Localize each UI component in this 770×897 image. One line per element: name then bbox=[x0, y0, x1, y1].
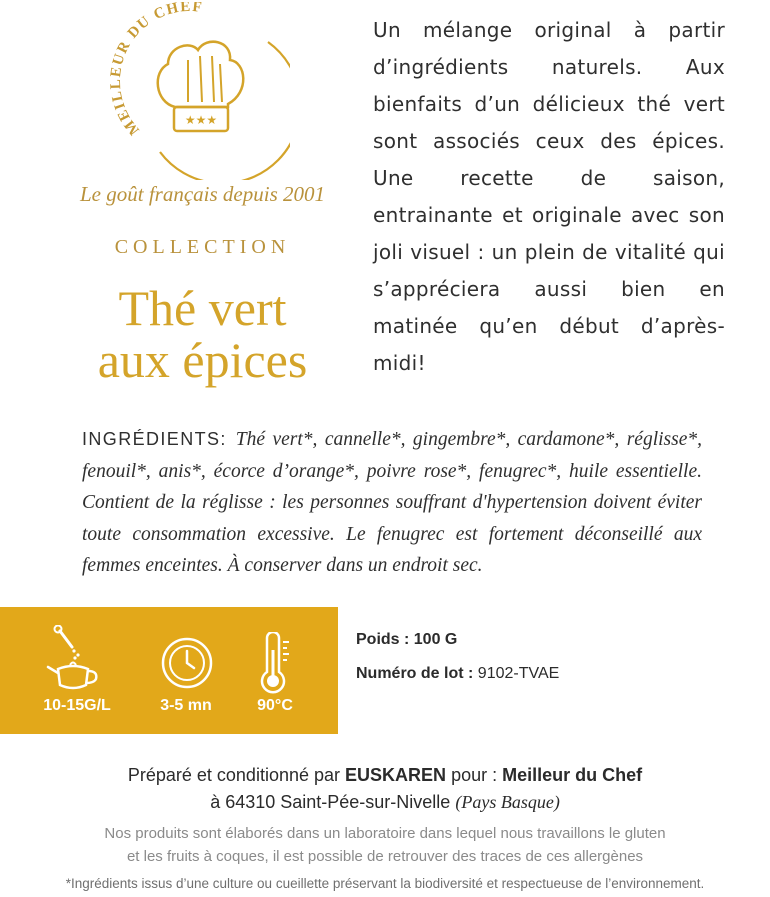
ingredients-warning: Contient de la réglisse : les personnes souffrant d'hypertension doivent éviter toute consommation excessive. Le fenugrec est fortement déconseillé aux femmes enceintes. À conserver dans un endroit sec. bbox=[82, 492, 702, 576]
lot-label: Numéro de lot : bbox=[356, 665, 474, 682]
lot-value: 9102-TVAE bbox=[477, 665, 560, 682]
producer-address: à 64310 Saint-Pée-sur-Nivelle bbox=[210, 792, 451, 812]
producer-brand: Meilleur du Chef bbox=[502, 765, 643, 785]
lot-spec bbox=[356, 665, 559, 683]
product-title-line2: aux épices bbox=[97, 332, 308, 388]
allergen-line2: et les fruits à coques, il est possible de retrouver des traces de ces allergènes bbox=[126, 848, 644, 865]
ingredients-list: Thé vert*, cannelle*, gingembre*, cardamone*, réglisse*, fenouil*, anis*, écorce d’orange*, poivre rose*, fenugrec*, huile essentielle. bbox=[82, 429, 702, 482]
allergen-notice bbox=[0, 822, 770, 868]
producer-line1 bbox=[0, 762, 770, 789]
product-title bbox=[60, 282, 345, 386]
ingredients-label: INGRÉDIENTS: bbox=[82, 429, 227, 449]
dosage-label: 10-15G/L bbox=[43, 697, 111, 714]
producer-info bbox=[0, 762, 770, 816]
teapot-icon bbox=[38, 625, 108, 697]
product-title-line1: Thé vert bbox=[118, 280, 287, 336]
producer-region: (Pays Basque) bbox=[455, 792, 560, 812]
producer-prefix: Préparé et conditionné par bbox=[127, 765, 341, 785]
footnote: *Ingrédients issus d’une culture ou cueillette préservant la biodiversité et respectueuse de l’environnement. bbox=[65, 876, 705, 891]
infusion-time-label: 3-5 mn bbox=[160, 697, 212, 714]
timer-icon bbox=[160, 636, 214, 694]
brand-logo bbox=[100, 2, 290, 180]
brand-tagline: Le goût français depuis 2001 bbox=[80, 182, 325, 206]
logo-arc-text: MEILLEUR DU CHEF bbox=[107, 2, 204, 138]
product-description: Un mélange original à partir d’ingrédients naturels. Aux bienfaits d’un délicieux thé vert sont associés ceux des épices. Une recette de saison, entrainante et originale avec son joli visuel : un plein de vitalité qui s’appréciera aussi bien en matinée qu’en début d’après-midi! bbox=[373, 18, 725, 375]
allergen-line1: Nos produits sont élaborés dans un laboratoire dans lequel nous travaillons le gluten bbox=[104, 825, 666, 842]
collection-label: COLLECTION bbox=[114, 236, 291, 258]
svg-text:★★★: ★★★ bbox=[184, 113, 218, 127]
producer-middle: pour : bbox=[451, 765, 498, 785]
thermometer-icon bbox=[253, 632, 293, 698]
weight-spec bbox=[356, 631, 457, 649]
temperature-label: 90°C bbox=[257, 697, 293, 714]
producer-company: EUSKAREN bbox=[345, 765, 447, 785]
ingredients-block bbox=[82, 424, 702, 582]
weight-label: Poids : 100 G bbox=[356, 631, 458, 648]
producer-line2 bbox=[0, 789, 770, 816]
